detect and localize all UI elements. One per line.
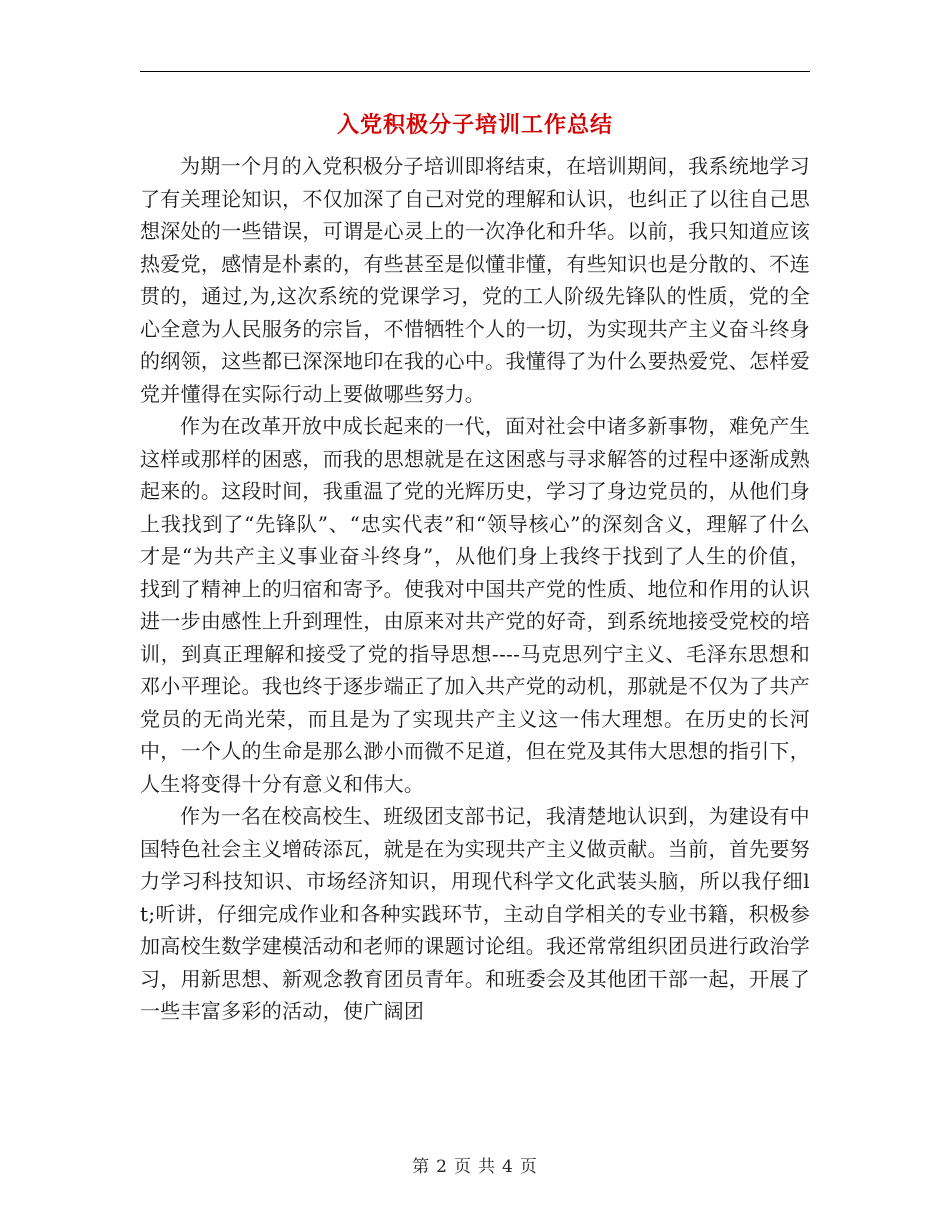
footer-total-word: 共 <box>478 1157 496 1177</box>
page-footer <box>0 1152 950 1177</box>
paragraph-2: 作为在改革开放中成长起来的一代，面对社会中诸多新事物，难免产生这样或那样的困惑，而我的思想就是在这困惑与寻求解答的过程中逐渐成熟起来的。这段时间，我重温了党的光辉历史，学习了身边党员的，从他们身上我找到了“先锋队”、“忠实代表”和“领导核心”的深刻含义，理解了什么才是“为共产主义事业奋斗终身”，从他们身上我终于找到了人生的价值，找到了精神上的归宿和寄予。使我对中国共产党的性质、地位和作用的认识进一步由感性上升到理性，由原来对共产党的好奇，到系统地接受党校的培训，到真正理解和接受了党的指导思想----马克思列宁主义、毛泽东思想和邓小平理论。我也终于逐步端正了加入共产党的动机，那就是不仅为了共产党员的无尚光荣，而且是为了实现共产主义这一伟大理想。在历史的长河中，一个人的生命是那么渺小而微不足道，但在党及其伟大思想的指引下，人生将变得十分有意义和伟大。 <box>140 414 810 796</box>
total-page-count: 4 <box>502 1157 514 1177</box>
header-rule <box>140 71 810 72</box>
footer-suffix: 页 <box>519 1157 538 1177</box>
current-page-number: 2 <box>436 1157 448 1177</box>
document-body <box>140 150 810 1028</box>
paragraph-3: 作为一名在校高校生、班级团支部书记，我清楚地认识到，为建设有中国特色社会主义增砖添瓦，就是在为实现共产主义做贡献。当前，首先要努力学习科技知识、市场经济知识，用现代科学文化武装头脑，所以我仔细lt;听讲，仔细完成作业和各种实践环节，主动自学相关的专业书籍，积极参加高校生数学建模活动和老师的课题讨论组。我还常常组织团员进行政治学习，用新思想、新观念教育团员青年。和班委会及其他团干部一起，开展了一些丰富多彩的活动，使广阔团 <box>140 804 810 1023</box>
footer-page-word: 页 <box>454 1157 472 1177</box>
paragraph-1: 为期一个月的入党积极分子培训即将结束，在培训期间，我系统地学习了有关理论知识，不仅加深了自己对党的理解和认识，也纠正了以往自己思想深处的一些错误，可谓是心灵上的一次净化和升华。以前，我只知道应该热爱党，感情是朴素的，有些甚至是似懂非懂，有些知识也是分散的、不连贯的，通过,为,这次系统的党课学习，党的工人阶级先锋队的性质，党的全心全意为人民服务的宗旨，不惜牺牲个人的一切，为实现共产主义奋斗终身的纲领，这些都已深深地印在我的心中。我懂得了为什么要热爱党、怎样爱党并懂得在实际行动上要做哪些努力。 <box>140 154 810 406</box>
document-title: 入党积极分子培训工作总结 <box>336 112 613 138</box>
footer-prefix: 第 <box>412 1157 431 1177</box>
